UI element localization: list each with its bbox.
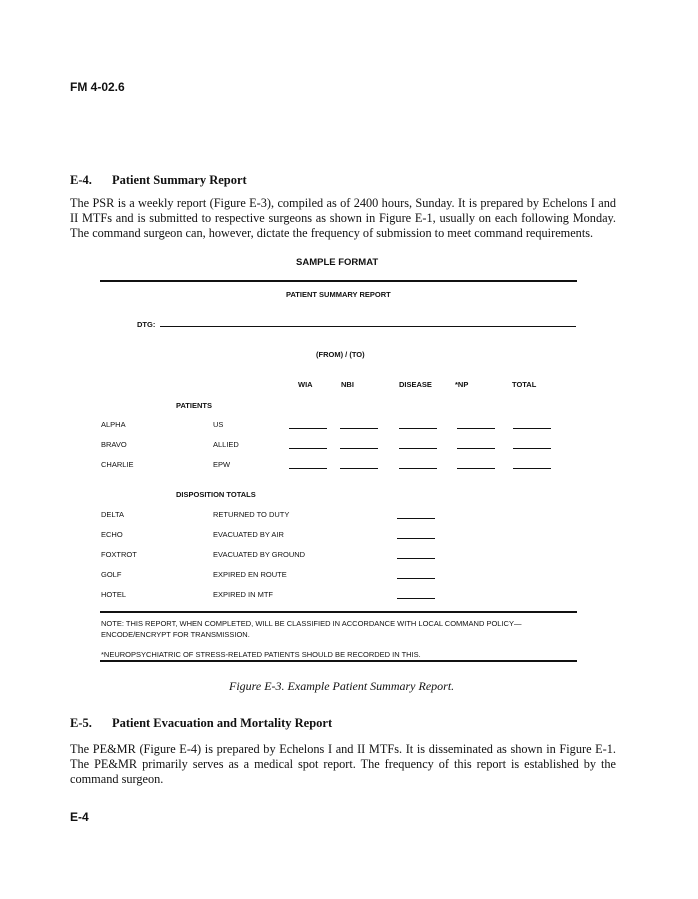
blank-field [457,448,495,449]
blank-field [397,538,435,539]
blank-field [399,448,437,449]
column-header: WIA [298,380,313,389]
paragraph: The PSR is a weekly report (Figure E-3), compiled as of 2400 hours, Sunday. It is prepared by Echelons I and II MTFs and is submitted to respective surgeons as shown in Figure E-1, usually on each following Monday. The command surgeon can, however, dictate the frequency of submission to meet command requirements. [70,196,616,240]
blank-field [340,428,378,429]
row-label: EVACUATED BY GROUND [213,550,306,559]
section-number: E-4. [70,173,92,187]
note-line-1: NOTE: THIS REPORT, WHEN COMPLETED, WILL BE CLASSIFIED IN ACCORDANCE WITH LOCAL COMMAND POLICY— [101,619,522,628]
disposition-header: DISPOSITION TOTALS [176,490,256,499]
row-label: ALLIED [213,440,239,449]
blank-field [399,468,437,469]
blank-field [513,448,551,449]
from-to-label: (FROM) / (TO) [316,350,365,359]
row-code: DELTA [101,510,125,519]
patients-header: PATIENTS [176,401,212,410]
row-label: EPW [213,460,231,469]
section-number: E-5. [70,716,92,730]
divider [100,611,577,613]
blank-field [289,448,327,449]
row-label: US [213,420,224,429]
column-header: TOTAL [512,380,537,389]
row-code: BRAVO [101,440,127,449]
dtg-field [160,326,576,327]
blank-field [397,578,435,579]
section-title: Patient Summary Report [112,173,247,187]
divider [100,660,577,662]
doc-id: FM 4-02.6 [70,80,125,94]
row-label: EXPIRED EN ROUTE [213,570,287,579]
blank-field [289,428,327,429]
blank-field [397,598,435,599]
paragraph: The PE&MR (Figure E-4) is prepared by Echelons I and II MTFs. It is disseminated as shown in Figure E-1. The PE&MR primarily serves as a medical spot report. The frequency of this report is established by the command surgeon. [70,742,616,786]
row-code: ALPHA [101,420,126,429]
row-label: EXPIRED IN MTF [213,590,274,599]
blank-field [397,518,435,519]
divider [100,280,577,282]
footnote: *NEUROPSYCHIATRIC OF STRESS-RELATED PATIENTS SHOULD BE RECORDED IN THIS. [101,650,421,659]
column-header: NBI [341,380,354,389]
form-title: PATIENT SUMMARY REPORT [286,290,391,299]
row-code: ECHO [101,530,123,539]
column-header: *NP [455,380,469,389]
note-line-2: ENCODE/ENCRYPT FOR TRANSMISSION. [101,630,250,639]
dtg-label: DTG: [137,320,156,329]
column-header: DISEASE [399,380,432,389]
blank-field [340,468,378,469]
sample-format-label: SAMPLE FORMAT [296,257,379,268]
blank-field [513,468,551,469]
figure-caption: Figure E-3. Example Patient Summary Report. [229,679,455,693]
blank-field [457,468,495,469]
row-code: CHARLIE [101,460,134,469]
row-label: RETURNED TO DUTY [213,510,290,519]
blank-field [340,448,378,449]
row-code: HOTEL [101,590,127,599]
section-title: Patient Evacuation and Mortality Report [112,716,333,730]
blank-field [397,558,435,559]
row-code: GOLF [101,570,122,579]
blank-field [457,428,495,429]
blank-field [289,468,327,469]
page-number: E-4 [70,810,89,824]
row-code: FOXTROT [101,550,137,559]
blank-field [513,428,551,429]
row-label: EVACUATED BY AIR [213,530,284,539]
blank-field [399,428,437,429]
